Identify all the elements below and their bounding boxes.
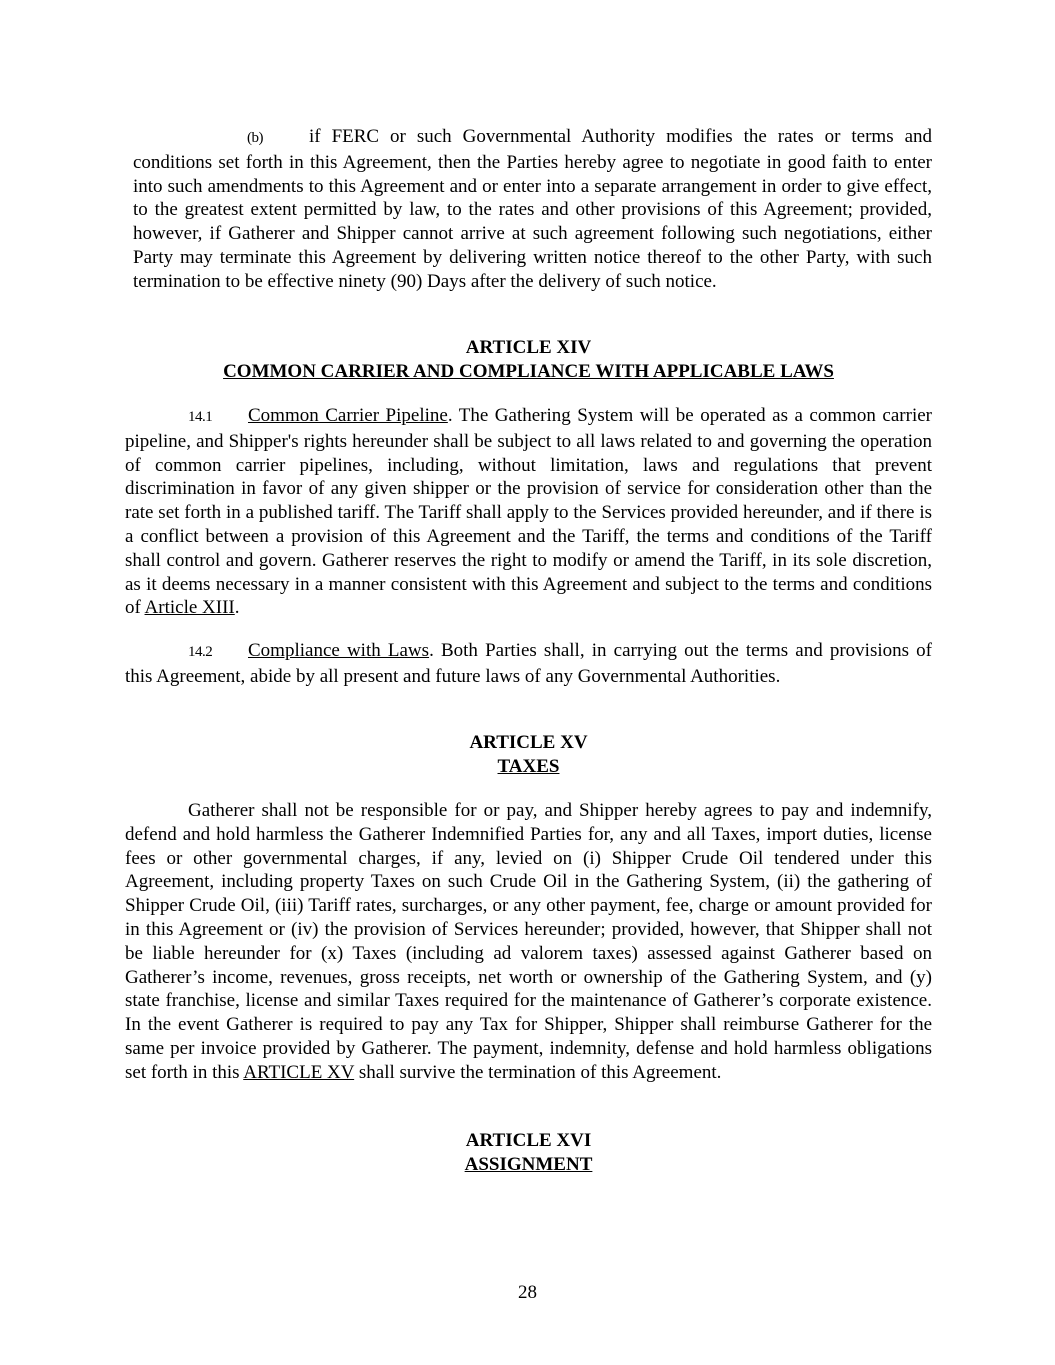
article-xv-title: TAXES [497, 756, 560, 777]
page-number: 28 [518, 1282, 537, 1303]
section-14-1 [125, 404, 932, 620]
article-xiv-title: COMMON CARRIER AND COMPLIANCE WITH APPLICABLE LAWS [223, 361, 834, 382]
article-xiv-number: ARTICLE XIV [465, 337, 592, 358]
article-xv-reference: ARTICLE XV [243, 1061, 355, 1083]
article-xiii-reference: Article XIII [144, 597, 235, 619]
taxes-paragraph [125, 799, 932, 1085]
taxes-paragraph-text: Gatherer shall not be responsible for or pay, and Shipper hereby agrees to pay and indemnify, defend and hold harmless the Gatherer Indemnified Parties for, any and all Taxes, import duties, license fees or other governmental charges, if any, levied on (i) Shipper Crude Oil tendered under this Agreement, including property Taxes on such Crude Oil in the Gathering System, (ii) the gathering of Shipper Crude Oil, (iii) Tariff rates, surcharges, or any other payment, fee, charge or amount provided for in this Agreement or (iv) the provision of Services hereunder; provided, however, that Shipper shall not be liable hereunder for (x) Taxes (including ad valorem taxes) assessed against Gatherer based on Gatherer’s income, revenues, gross receipts, net worth or ownership of the Gathering System, and (y) state franchise, license and similar Taxes required for the maintenance of Gatherer’s corporate existence. In the event Gatherer is required to pay any Tax for Shipper, Shipper shall reimburse Gatherer for the same per invoice provided by Gatherer. The payment, indemnity, defense and hold harmless obligations set forth in this [125, 800, 932, 1083]
taxes-paragraph-end: shall survive the termination of this Agreement. [354, 1061, 722, 1083]
section-14-2-text: . Both Parties shall, in carrying out the terms and provisions of this Agreement, abide by all present and future laws of any Governmental Authorities. [125, 640, 933, 687]
subsection-b-text: if FERC or such Governmental Authority modifies the rates or terms and conditions set forth in this Agreement, then the Parties hereby agree to negotiate in good faith to enter into such amendments to this Agreement and or enter into a separate arrangement in order to give effect, to the greatest extent permitted by law, to the rates and other provisions of this Agreement; provided, however, if Gatherer and Shipper cannot arrive at such agreement following such negotiations, either Party may terminate this Agreement by delivering written notice thereof to the other Party, with such termination to be effective ninety (90) Days after the delivery of such notice. [133, 126, 932, 292]
article-xv-heading [125, 731, 932, 779]
section-14-2 [125, 639, 932, 689]
article-xvi-number: ARTICLE XVI [465, 1130, 592, 1151]
subsection-b [133, 125, 932, 294]
section-14-1-number: 14.1 [188, 409, 213, 425]
section-14-1-text: . The Gathering System will be operated as a common carrier pipeline, and Shipper's rights hereunder shall be subject to all laws related to and governing the operation of common carrier pipelines, including, without limitation, laws and regulations that prevent discrimination in favor of any given shipper or the provision of service for consideration other than the rate set forth in a published tariff. The Tariff shall apply to the Services provided hereunder, and if there is a conflict between a provision of this Agreement and the Tariff, the terms and conditions of the Tariff shall control and govern. Gatherer reserves the right to modify or amend the Tariff, in its sole discretion, as it deems necessary in a manner consistent with this Agreement and subject to the terms and conditions of [125, 405, 932, 619]
article-xvi-title: ASSIGNMENT [464, 1154, 593, 1175]
section-14-2-number: 14.2 [188, 644, 213, 660]
article-xiv-heading [125, 336, 932, 384]
section-14-1-heading: Common Carrier Pipeline [248, 405, 448, 426]
subsection-b-label: (b) [247, 130, 263, 146]
section-14-1-end: . [234, 597, 240, 619]
article-xv-number: ARTICLE XV [469, 732, 588, 753]
section-14-2-heading: Compliance with Laws [248, 640, 430, 661]
article-xvi-heading [125, 1129, 932, 1177]
